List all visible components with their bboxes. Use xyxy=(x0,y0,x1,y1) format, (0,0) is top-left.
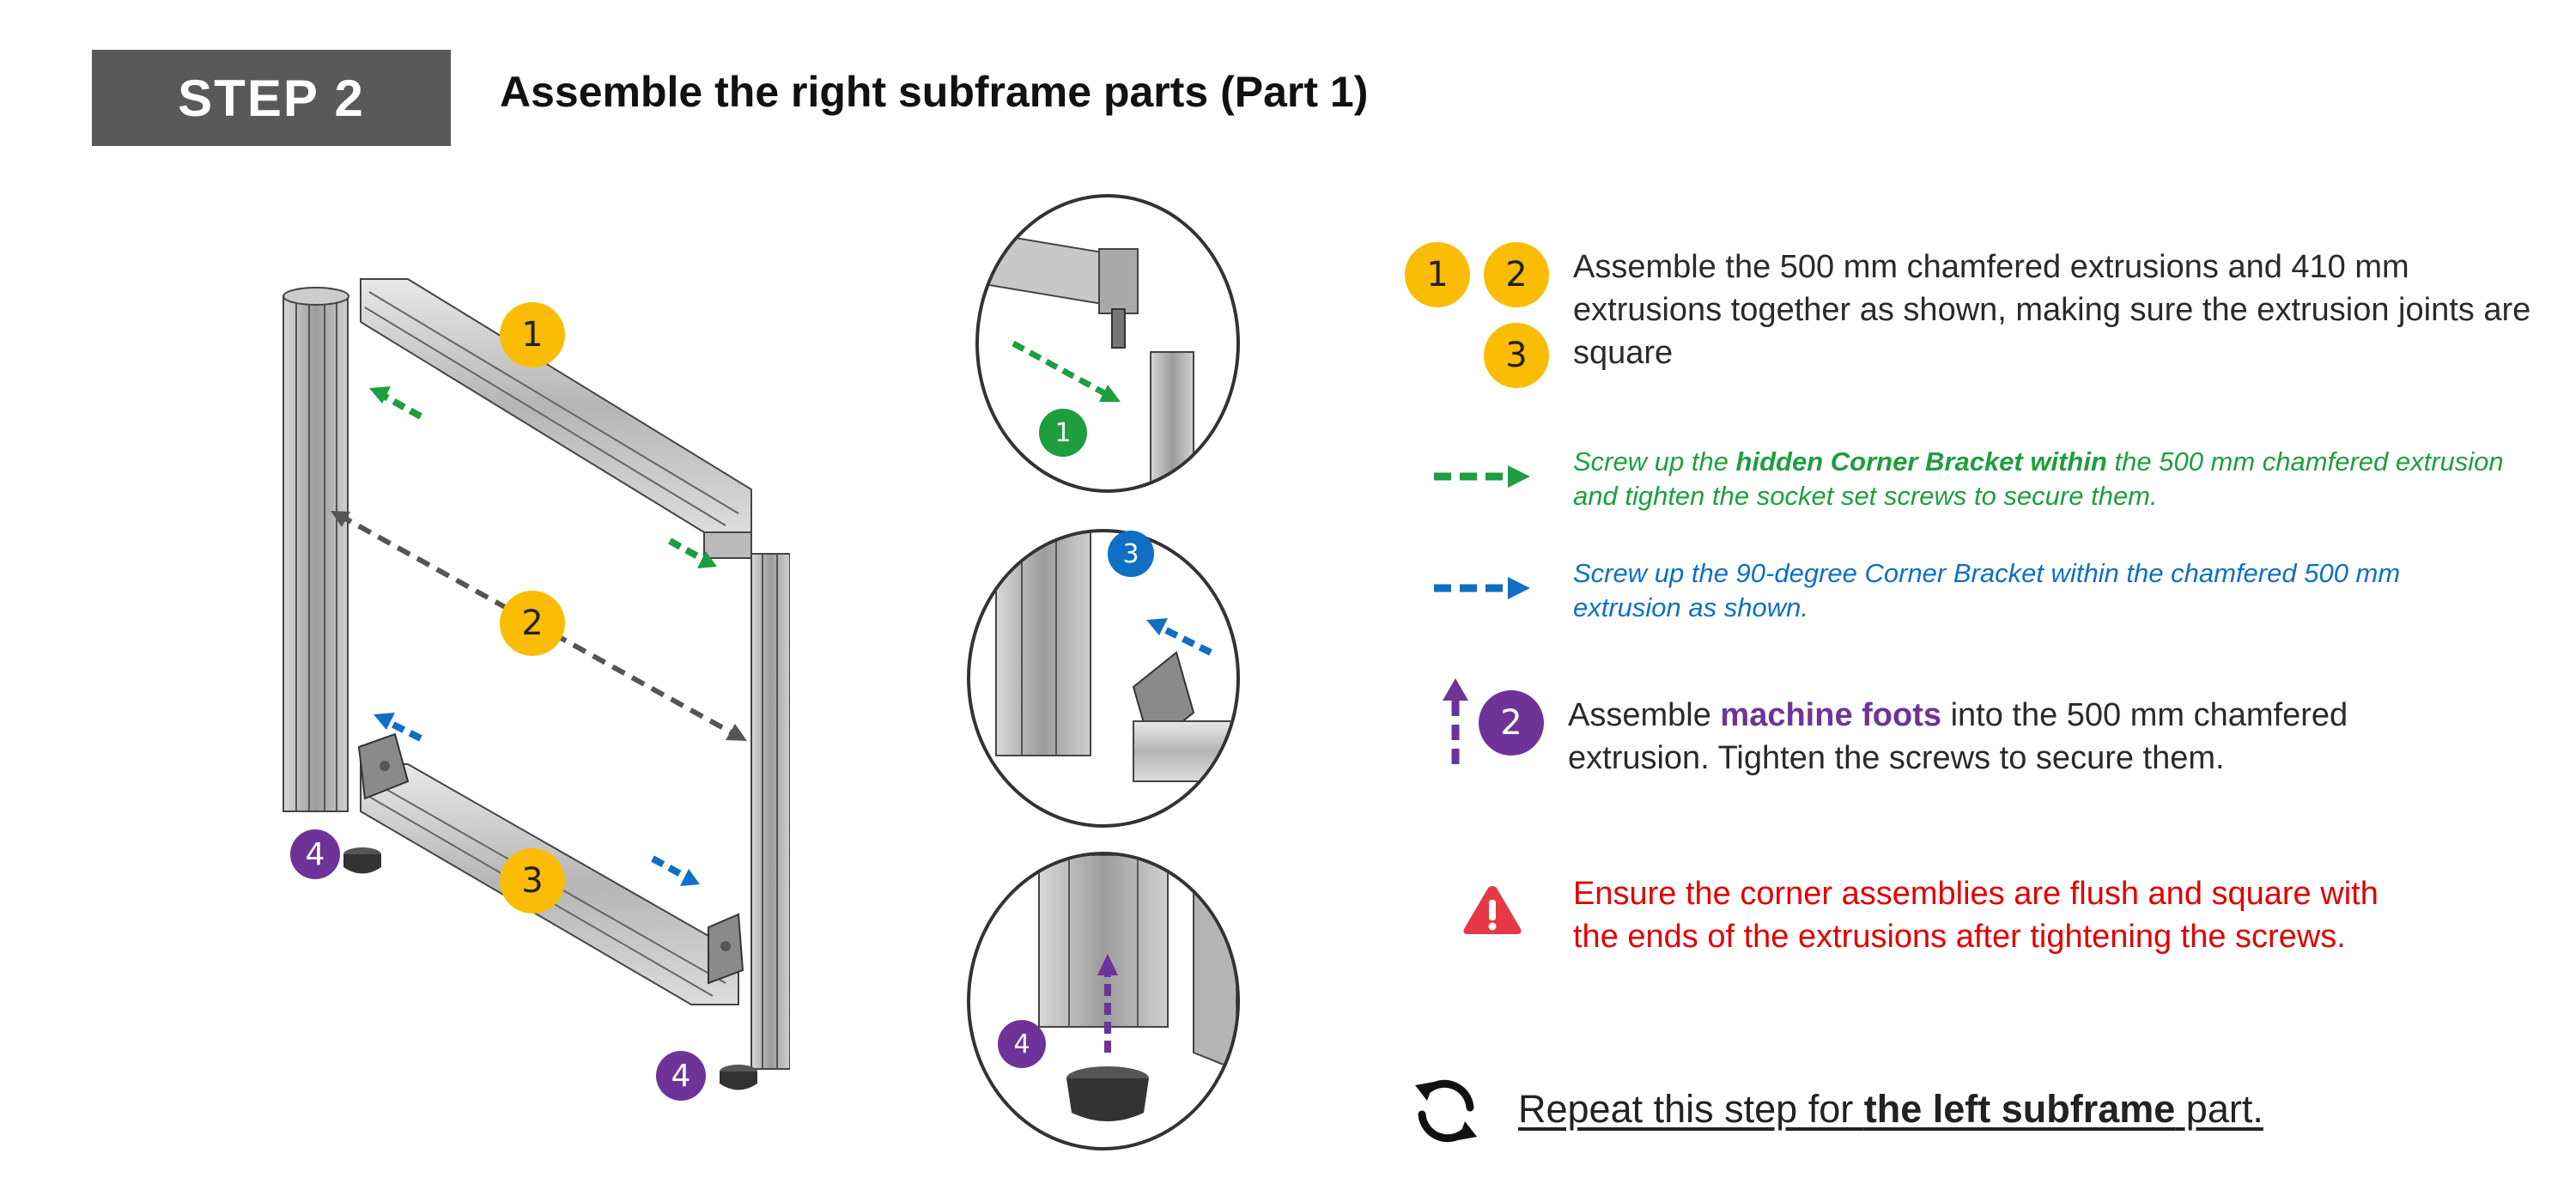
blue-note-text: Screw up the 90-degree Corner Bracket within the chamfered 500 mm extrusion as shown. xyxy=(1573,558,2401,622)
frame-assembly-diagram xyxy=(258,258,790,1133)
diagram-badge-4-left: 4 xyxy=(290,829,340,879)
right-vertical-extrusion xyxy=(751,554,790,1069)
detail-circle-middle xyxy=(967,529,1240,828)
detail-middle-illustration xyxy=(970,532,1236,824)
repeat-icon xyxy=(1408,1073,1484,1149)
green-note-text xyxy=(1573,445,2526,513)
detail-top-badge: 1 xyxy=(1039,409,1087,457)
corner-bracket-bottom-right xyxy=(708,914,743,983)
green-note-part2: the 500 mm chamfered extrusion and tighten the socket set screws to secure them. xyxy=(1573,446,2504,511)
blue-arrow-left xyxy=(374,713,421,738)
detail-bottom-badge: 4 xyxy=(998,1020,1046,1068)
green-note-bold: hidden Corner Bracket within xyxy=(1735,446,2107,477)
detail-circle-top xyxy=(975,194,1240,493)
machine-foot-left xyxy=(343,847,381,874)
repeat-part1: Repeat this step for xyxy=(1518,1087,1864,1131)
machine-feet-part2: into the 500 mm chamfered extrusion. Tighten the screws to secure them. xyxy=(1568,697,2348,776)
assemble-instruction-text: Assemble the 500 mm chamfered extrusions and 410 mm extrusions together as shown, making sure the extrusion joints are square xyxy=(1573,249,2531,371)
green-arrow-top-left xyxy=(369,386,421,416)
diagram-badge-3: 3 xyxy=(500,848,565,914)
left-vertical-extrusion xyxy=(283,288,349,811)
detail-circle-bottom xyxy=(967,852,1240,1150)
repeat-bold: the left subframe xyxy=(1863,1087,2176,1131)
repeat-part2: part. xyxy=(2175,1087,2263,1131)
detail-middle-badge: 3 xyxy=(1108,531,1154,577)
diagram-badge-1: 1 xyxy=(500,302,565,367)
detail-bottom-illustration xyxy=(970,855,1236,1147)
machine-feet-text xyxy=(1568,694,2461,780)
purple-up-arrow-icon xyxy=(1441,678,1470,764)
diagram-badge-2: 2 xyxy=(500,591,565,656)
repeat-instruction xyxy=(1518,1087,2263,1132)
instruction-badge-3: 3 xyxy=(1484,323,1549,388)
blue-arrow-right xyxy=(653,859,700,886)
machine-feet-part1: Assemble xyxy=(1568,697,1721,733)
diagram-badge-4-right: 4 xyxy=(656,1051,706,1101)
step-label-box xyxy=(92,50,451,146)
machine-foot-right xyxy=(720,1065,757,1090)
instruction-badge-1: 1 xyxy=(1405,242,1470,307)
green-arrow-icon xyxy=(1434,464,1533,489)
green-note-part1: Screw up the xyxy=(1573,446,1736,477)
instruction-badge-2: 2 xyxy=(1484,242,1549,307)
step-label: STEP 2 xyxy=(178,69,365,127)
warning-text: Ensure the corner assemblies are flush and square with the ends of the extrusions after tightening the screws. xyxy=(1573,876,2379,955)
page-title: Assemble the right subframe parts (Part 1) xyxy=(500,68,1369,116)
machine-feet-bold: machine foots xyxy=(1720,697,1942,733)
warning-icon xyxy=(1461,883,1523,938)
blue-arrow-icon xyxy=(1434,575,1533,601)
detail-top-illustration xyxy=(979,197,1236,489)
instruction-badge-purple-2: 2 xyxy=(1479,690,1544,756)
